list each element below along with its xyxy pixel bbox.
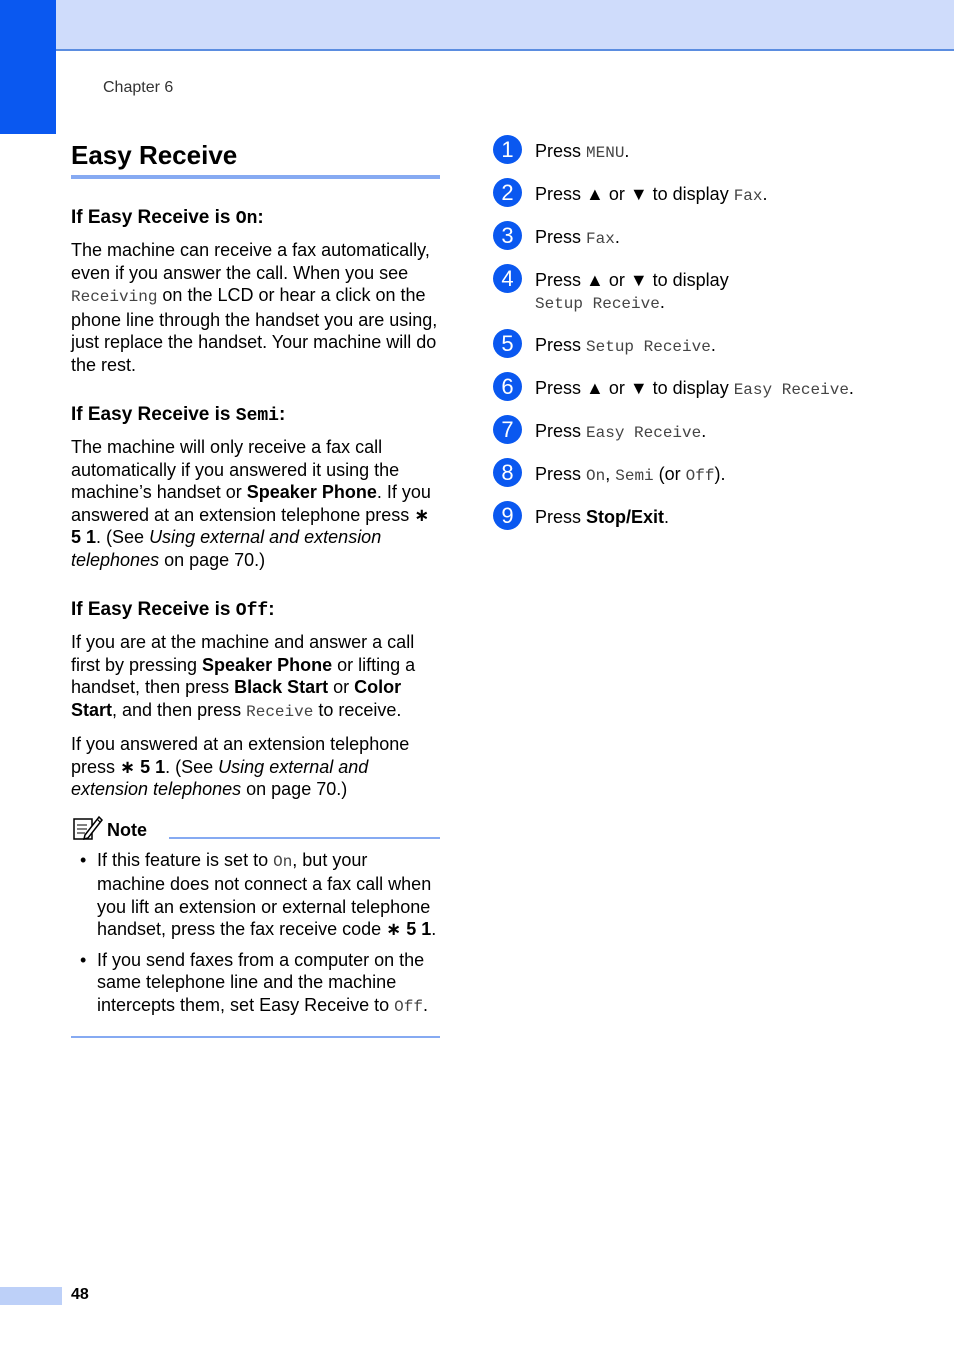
paragraph-semi: The machine will only receive a fax call automatically if you answered it using the machine’s handset or Speaker Phone. If you answered at an extension telephone press ∗ 5 1. (See Using external and extension telephones on page 70.) — [71, 437, 431, 570]
step-2: 2 Press ▲ or ▼ to display Fax. — [493, 183, 933, 207]
step-1: 1 Press MENU. — [493, 140, 933, 164]
step-number-icon: 7 — [493, 415, 522, 444]
note-item: • If this feature is set to On, but your machine does not connect a fax call when you lift an extension or external telephone handset, press the fax receive code ∗ 5 1. — [80, 849, 437, 939]
note-header — [71, 815, 440, 841]
heading-easy-receive-off: If Easy Receive is Off: — [71, 599, 275, 621]
step-3: 3 Press Fax. — [493, 226, 933, 250]
step-number-icon: 8 — [493, 458, 522, 487]
heading-easy-receive-on: If Easy Receive is On: — [71, 207, 264, 229]
chapter-label: Chapter 6 — [103, 79, 174, 96]
cross-reference-link[interactable]: Using external and extension telephones — [71, 756, 369, 799]
step-7: 7 Press Easy Receive. — [493, 420, 933, 444]
step-number-icon: 9 — [493, 501, 522, 530]
paragraph-on: The machine can receive a fax automatically, even if you answer the call. When you see Receiving on the LCD or hear a click on the phone line through the handset you are using, just replace the handset. Your machine will do the rest. — [71, 240, 438, 375]
note-item: • If you send faxes from a computer on the same telephone line and the machine intercepts them, set Easy Receive to Off. — [80, 949, 428, 1016]
section-title: Easy Receive — [71, 140, 440, 179]
page-number: 48 — [71, 1286, 89, 1303]
heading-easy-receive-semi: If Easy Receive is Semi: — [71, 404, 286, 426]
step-5: 5 Press Setup Receive. — [493, 334, 933, 358]
footer-bar — [0, 1287, 62, 1305]
step-number-icon: 3 — [493, 221, 522, 250]
cross-reference-link[interactable]: Using external and extension telephones — [71, 527, 382, 570]
note-pencil-icon — [71, 813, 103, 841]
steps-list — [493, 137, 933, 547]
note-divider — [169, 837, 440, 839]
chapter-tab-marker — [0, 0, 56, 134]
step-number-icon: 2 — [493, 178, 522, 207]
step-8: 8 Press On, Semi (or Off). — [493, 463, 933, 487]
note-box — [71, 815, 440, 1039]
note-list — [71, 849, 440, 1019]
paragraph-off-1: If you are at the machine and answer a call first by pressing Speaker Phone or lifting a handset, then press Black Start or Color Start, and then press Receive to receive. — [71, 632, 416, 721]
paragraph-off-2: If you answered at an extension telephone press ∗ 5 1. (See Using external and extension telephones on page 70.) — [71, 734, 410, 799]
note-title: Note — [107, 819, 147, 840]
step-4: 4 Press ▲ or ▼ to display Setup Receive. — [493, 269, 933, 315]
step-6: 6 Press ▲ or ▼ to display Easy Receive. — [493, 377, 933, 401]
step-number-icon: 5 — [493, 329, 522, 358]
step-9: 9 Press Stop/Exit. — [493, 506, 933, 528]
step-number-icon: 6 — [493, 372, 522, 401]
step-number-icon: 4 — [493, 264, 522, 293]
step-number-icon: 1 — [493, 135, 522, 164]
header-band — [0, 0, 954, 51]
left-column — [71, 140, 440, 1038]
